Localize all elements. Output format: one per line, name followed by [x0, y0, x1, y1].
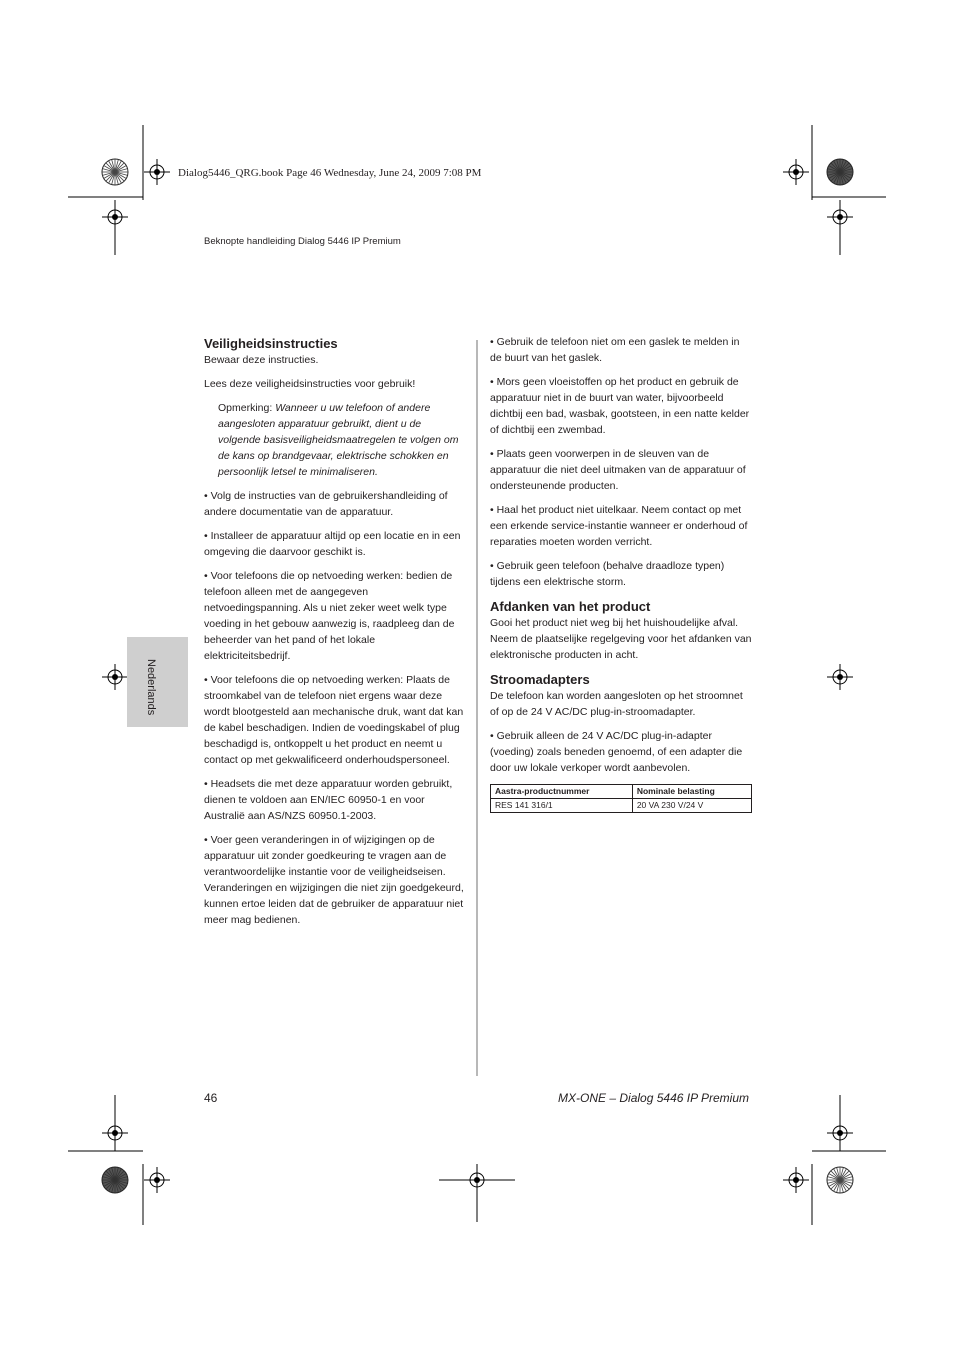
registration-mark-dot — [837, 674, 843, 680]
right-column — [490, 334, 752, 813]
section-heading-disposal: Afdanken van het product — [490, 599, 651, 614]
note-text: Wanneer u uw telefoon of andere aangesloten apparatuur gebruikt, dient u de volgende basisveiligheidsmaatregelen te volgen om de kans op brandgevaar, elektrische schokken en persoonlijk letsel te minimaliseren. — [218, 402, 459, 478]
bullet-item: • Volg de instructies van de gebruikershandleiding of andere documentatie van de apparatuur. — [204, 490, 448, 518]
registration-mark-dot — [793, 1177, 799, 1183]
bullet-item: • Headsets die met deze apparatuur worden gebruikt, dienen te voldoen aan EN/IEC 60950-1 en voor Australië aan AS/NZS 60950.1-2003. — [204, 778, 453, 822]
intro-text-2: Lees deze veiligheidsinstructies voor gebruik! — [204, 378, 416, 390]
registration-mark-dot — [112, 674, 118, 680]
bullet-item: • Gebruik alleen de 24 V AC/DC plug-in-adapter (voeding) zoals beneden genoemd, of een adapter die door uw lokale verkoper wordt aanbevolen. — [490, 730, 743, 774]
note-label: Opmerking: — [218, 402, 273, 414]
column-divider — [476, 340, 478, 1076]
adapter-spec-table — [490, 784, 752, 813]
left-column — [204, 335, 464, 936]
bullet-item: • Voor telefoons die op netvoeding werken: Plaats de stroomkabel van de telefoon niet ergens waar deze wordt blootgesteld aan mechanische druk, want dat kan de kabel beschadigen. Indien de voedingskabel of plug beschadigd is, ontkoppelt u het product en neemt u contact op met gekwalificeerd onderhoudspersoneel. — [204, 674, 464, 766]
section-heading-adapters: Stroomadapters — [490, 672, 590, 687]
intro-text-1: Bewaar deze instructies. — [204, 354, 319, 366]
registration-mark-dot — [793, 169, 799, 175]
language-side-tab — [127, 637, 188, 727]
registration-mark-dot — [837, 1130, 843, 1136]
registration-mark-dot — [837, 214, 843, 220]
registration-mark-dot — [154, 1177, 160, 1183]
registration-mark-dot — [112, 1130, 118, 1136]
book-file-info: Dialog5446_QRG.book Page 46 Wednesday, June 24, 2009 7:08 PM — [178, 167, 482, 179]
section-heading-safety: Veiligheidsinstructies — [204, 336, 338, 351]
side-tab-label: Nederlands — [145, 659, 157, 716]
table-cell: 20 VA 230 V/24 V — [632, 799, 751, 813]
table-header-row — [491, 785, 752, 799]
bullet-item: • Installeer de apparatuur altijd op een locatie en in een omgeving die daarvoor geschikt is. — [204, 530, 461, 558]
bullet-item: • Haal het product niet uitelkaar. Neem contact op met een erkende service-instantie wanneer er onderhoud of reparaties moeten worden verricht. — [490, 504, 748, 548]
bullet-item: • Gebruik de telefoon niet om een gaslek te melden in de buurt van het gaslek. — [490, 336, 740, 364]
table-header-cell: Nominale belasting — [632, 785, 751, 799]
table-header-cell: Aastra-productnummer — [491, 785, 633, 799]
footer-title: MX-ONE – Dialog 5446 IP Premium — [558, 1091, 749, 1105]
bullet-item: • Plaats geen voorwerpen in de sleuven van de apparatuur die niet deel uitmaken van de apparatuur of ondersteunende producten. — [490, 448, 746, 492]
running-head: Beknopte handleiding Dialog 5446 IP Premium — [204, 236, 401, 247]
table-cell: RES 141 316/1 — [491, 799, 633, 813]
registration-mark-dot — [112, 214, 118, 220]
bullet-item: • Voor telefoons die op netvoeding werken: bedien de telefoon alleen met de aangegeven netvoedingspanning. Als u niet zeker weet welk type voeding in het gebouw aanwezig is, raadpleeg dan de beheerder van het pand of het lokale elektriciteitsbedrijf. — [204, 570, 455, 662]
note-block — [204, 400, 464, 480]
disposal-text: Gooi het product niet weg bij het huishoudelijke afval. Neem de plaatselijke regelgeving voor het afdanken van elektronische producten in acht. — [490, 617, 752, 661]
bullet-item: • Mors geen vloeistoffen op het product en gebruik de apparatuur niet in de buurt van water, bijvoorbeeld dichtbij een bad, wasbak, gootsteen, in een natte kelder of dichtbij een zwembad. — [490, 376, 750, 436]
registration-mark-dot — [154, 169, 160, 175]
page-number: 46 — [204, 1091, 218, 1105]
bullet-item: • Gebruik geen telefoon (behalve draadloze typen) tijdens een elektrische storm. — [490, 560, 725, 588]
adapter-text: De telefoon kan worden aangesloten op het stroomnet of op de 24 V AC/DC plug-in-stroomadapter. — [490, 690, 743, 718]
bullet-item: • Voer geen veranderingen in of wijzigingen op de apparatuur uit zonder goedkeuring te vragen aan de verantwoordelijke instantie voor de veiligheidseisen. Veranderingen en wijzigingen die niet zijn goedgekeurd, kunnen ertoe leiden dat de gebruiker de apparatuur niet meer mag bedienen. — [204, 834, 464, 926]
table-row — [491, 799, 752, 813]
